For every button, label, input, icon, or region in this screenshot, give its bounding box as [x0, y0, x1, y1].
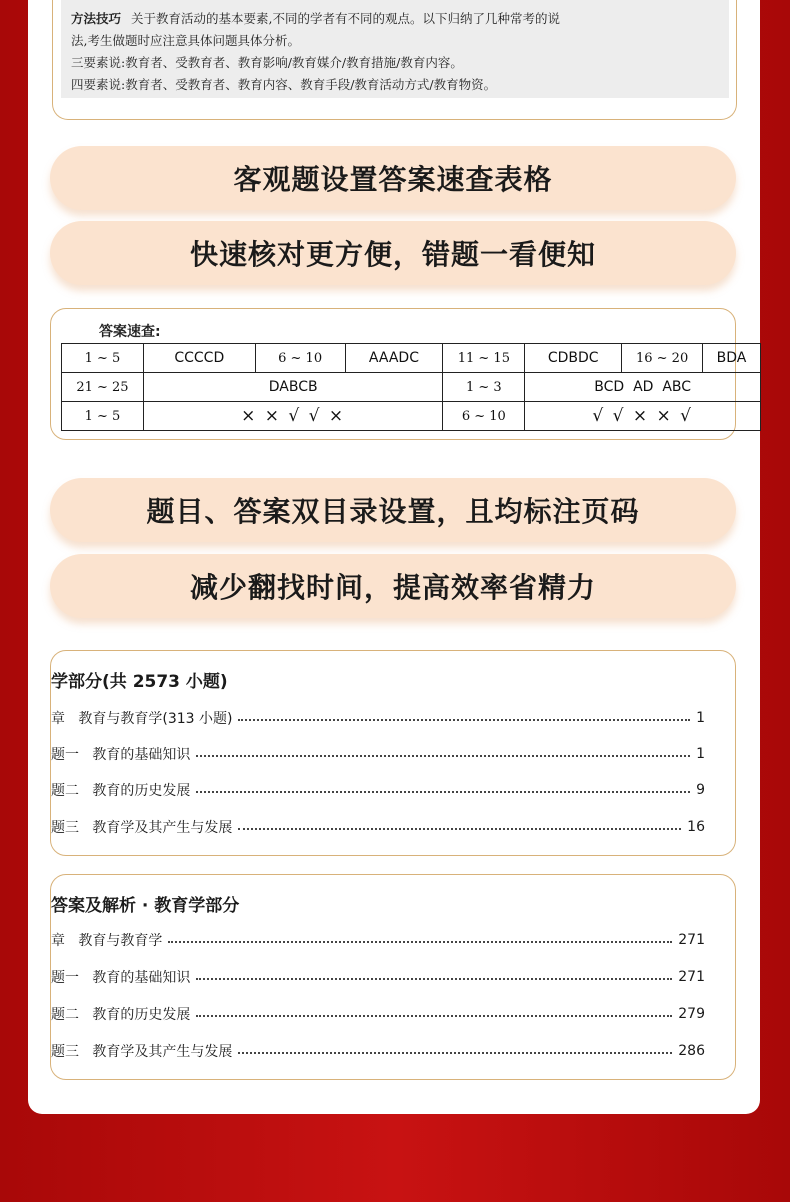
tips-line-4: 四要素说:教育者、受教育者、教育内容、教育手段/教育活动方式/教育物资。 — [71, 77, 497, 92]
table-cell: AAADC — [345, 344, 443, 373]
toc-entry[interactable] — [51, 1003, 705, 1025]
content-card — [28, 0, 760, 1114]
table-cell: BCD AD ABC — [525, 373, 761, 402]
table-cell: BDA — [703, 344, 761, 373]
leader-dots — [196, 978, 672, 980]
table-row — [62, 402, 761, 431]
toc-entry[interactable] — [51, 966, 705, 988]
toc-entry[interactable] — [51, 929, 705, 951]
toc-entry[interactable] — [51, 1040, 705, 1062]
answer-table — [61, 343, 761, 431]
toc-page-number: 286 — [678, 1043, 705, 1059]
toc-questions-panel — [50, 650, 736, 856]
tips-line-1: 关于教育活动的基本要素,不同的学者有不同的观点。以下归纳了几种常考的说 — [131, 11, 560, 26]
banner-save-time: 减少翻找时间，提高效率省精力 — [50, 554, 736, 618]
toc-page-number: 9 — [696, 782, 705, 798]
table-cell: CDBDC — [525, 344, 622, 373]
leader-dots — [238, 828, 681, 830]
toc-page-number: 279 — [678, 1006, 705, 1022]
toc-entry[interactable] — [51, 779, 705, 801]
table-cell: 11 ~ 15 — [443, 344, 525, 373]
leader-dots — [238, 1052, 672, 1054]
toc-entry-label: 题一 教育的基础知识 — [51, 747, 191, 763]
table-row — [62, 373, 761, 402]
table-cell: 21 ~ 25 — [62, 373, 144, 402]
toc-entry[interactable] — [51, 707, 705, 729]
table-cell: 16 ~ 20 — [622, 344, 703, 373]
toc-page-number: 271 — [678, 932, 705, 948]
table-cell: DABCB — [143, 373, 442, 402]
tips-box — [52, 0, 737, 120]
tips-line-2: 法,考生做题时应注意具体问题具体分析。 — [71, 33, 300, 48]
table-cell: 1 ~ 5 — [62, 402, 144, 431]
toc-entry-label: 题一 教育的基础知识 — [51, 970, 191, 986]
answer-table-panel — [50, 308, 747, 440]
toc-entry-label: 章 教育与教育学 — [51, 933, 163, 949]
leader-dots — [196, 791, 690, 793]
leader-dots — [196, 1015, 672, 1017]
toc-entry[interactable] — [51, 816, 705, 838]
toc-entry-label: 题二 教育的历史发展 — [51, 783, 191, 799]
toc-questions-heading: 学部分(共 2573 小题) — [51, 672, 228, 692]
toc-page-number: 1 — [696, 746, 705, 762]
banner-quick-check: 快速核对更方便，错题一看便知 — [50, 221, 736, 285]
tips-text — [61, 0, 729, 98]
banner-answer-table: 客观题设置答案速查表格 — [50, 146, 736, 210]
toc-page-number: 16 — [687, 819, 705, 835]
tips-line-3: 三要素说:教育者、受教育者、教育影响/教育媒介/教育措施/教育内容。 — [71, 55, 463, 70]
table-cell: 1 ~ 5 — [62, 344, 144, 373]
table-cell: × × √ √ × — [143, 402, 442, 431]
toc-answers-panel — [50, 874, 736, 1080]
table-cell: √ √ × × √ — [525, 402, 761, 431]
leader-dots — [238, 719, 690, 721]
tips-label: 方法技巧 — [71, 11, 122, 26]
banner-dual-toc: 题目、答案双目录设置，且均标注页码 — [50, 478, 736, 542]
toc-entry-label: 题三 教育学及其产生与发展 — [51, 1044, 233, 1060]
toc-entry[interactable] — [51, 743, 705, 765]
answer-table-title: 答案速查: — [99, 324, 161, 340]
table-cell: 1 ~ 3 — [443, 373, 525, 402]
table-row — [62, 344, 761, 373]
toc-page-number: 1 — [696, 710, 705, 726]
table-cell: CCCCD — [143, 344, 255, 373]
toc-entry-label: 章 教育与教育学(313 小题) — [51, 711, 233, 727]
table-cell: 6 ~ 10 — [443, 402, 525, 431]
toc-page-number: 271 — [678, 969, 705, 985]
toc-entry-label: 题三 教育学及其产生与发展 — [51, 820, 233, 836]
table-cell: 6 ~ 10 — [255, 344, 345, 373]
leader-dots — [196, 755, 690, 757]
toc-entry-label: 题二 教育的历史发展 — [51, 1007, 191, 1023]
toc-answers-heading: 答案及解析 · 教育学部分 — [51, 896, 240, 916]
leader-dots — [168, 941, 672, 943]
